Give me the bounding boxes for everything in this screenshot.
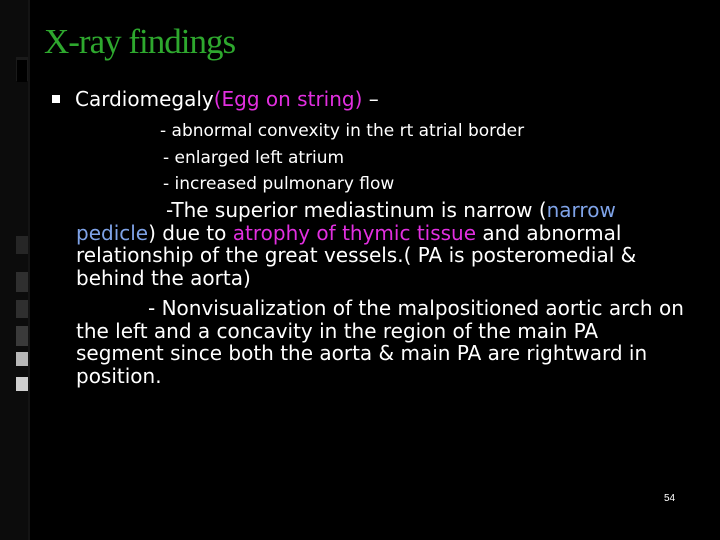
sub-point: - enlarged left atrium: [163, 147, 345, 168]
bullet-cardiomegaly: [52, 86, 379, 112]
thymic-highlight: atrophy of thymic tissue: [232, 220, 477, 245]
sub-point: - abnormal convexity in the rt atrial border: [160, 121, 525, 141]
paragraph-text: - Nonvisualization of the malpositioned: [148, 296, 540, 320]
paragraph-text: ) due to: [148, 220, 233, 245]
decor-block: [16, 272, 28, 292]
paragraph-text: and abnormal relationship of the great vessels.( PA is posteromedial & behind the aorta): [76, 220, 637, 290]
bullet-square-icon: [52, 95, 60, 103]
bullet-dash: –: [362, 87, 379, 111]
decor-block: [16, 377, 28, 391]
bullet-main-text: Cardiomegaly: [75, 87, 214, 111]
decor-block: [16, 326, 28, 346]
decor-block: [17, 60, 27, 82]
paragraph-aortic-arch: [76, 297, 686, 387]
paragraph-text: (: [538, 198, 547, 222]
bullet-highlight: (Egg on string): [213, 87, 363, 111]
sub-point: - increased pulmonary flow: [163, 174, 395, 194]
narrow-pedicle-highlight: narrow pedicle: [76, 198, 616, 245]
paragraph-text: -The superior mediastinum is narrow: [166, 198, 533, 222]
slide-title: X-ray findings: [44, 22, 236, 61]
paragraph-text: aortic arch on the left and a concavity in the region of the main PA segment since both the aorta & main PA are rightward in position.: [76, 296, 684, 388]
decor-block: [16, 352, 28, 366]
left-divider: [28, 0, 30, 540]
decor-block: [16, 236, 28, 254]
sub-point-list: [160, 118, 524, 198]
page-number: 54: [664, 493, 676, 504]
decor-block: [16, 300, 28, 318]
paragraph-mediastinum: [76, 199, 686, 289]
